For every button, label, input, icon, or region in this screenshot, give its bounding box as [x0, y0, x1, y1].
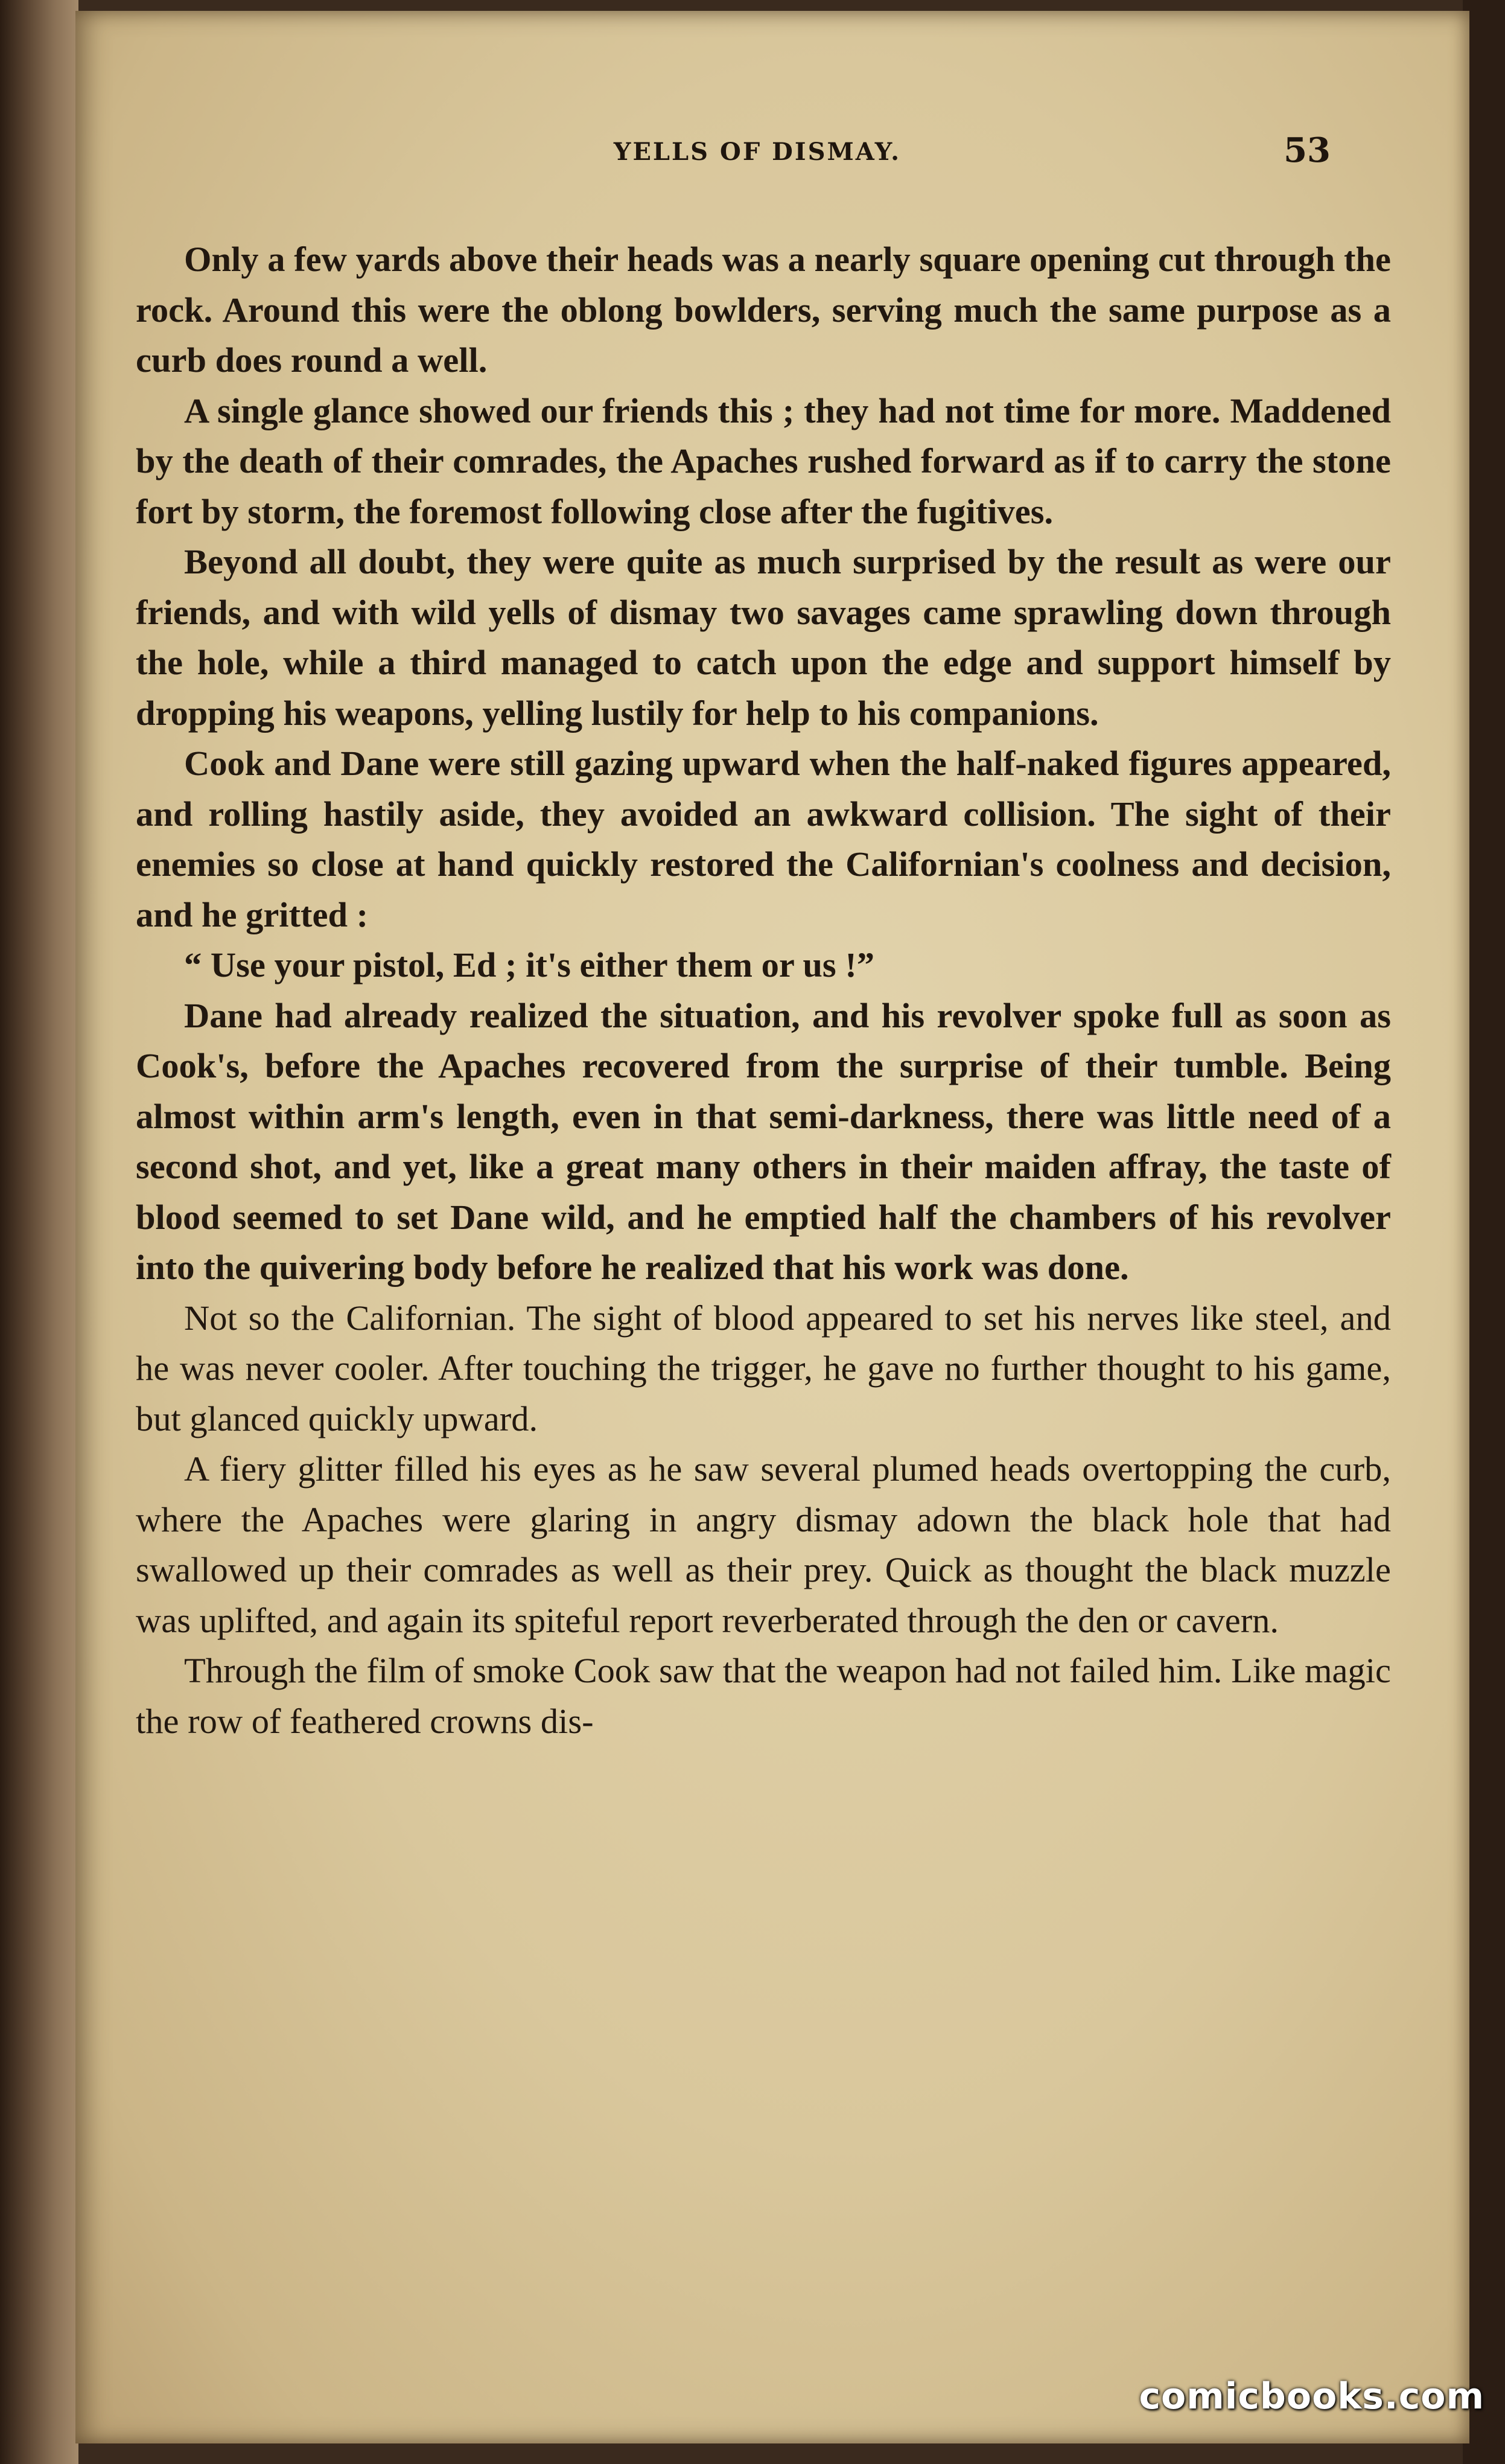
- body-text: [136, 234, 1391, 1746]
- paragraph: Only a few yards above their heads was a nearly square opening cut through the rock. Around this were the oblong bowlders, serving much the same purpose as a curb does round a well.: [136, 240, 1391, 380]
- paragraph: Through the film of smoke Cook saw that the weapon had not failed him. Like magic the row of feathered crowns dis-: [136, 1651, 1391, 1741]
- paragraph: Beyond all doubt, they were quite as much surprised by the result as were our friends, and with wild yells of dismay two savages came sprawling down through the hole, while a third managed to catch upon the edge and support himself by dropping his weapons, yelling lustily for help to his companions.: [136, 542, 1391, 733]
- paragraph: “ Use your pistol, Ed ; it's either them or us !”: [184, 945, 875, 985]
- paragraph: Cook and Dane were still gazing upward when the half-naked figures appeared, and rolling hastily aside, they avoided an awkward collision. The sight of their enemies so close at hand quickly restored the Californian's coolness and decision, and he gritted :: [136, 744, 1391, 934]
- running-head-title: YELLS OF DISMAY.: [613, 138, 902, 166]
- paragraph: A single glance showed our friends this ; they had not time for more. Maddened by the death of their comrades, the Apaches rushed forward as if to carry the stone fort by storm, the foremost following close after the fugitives.: [136, 391, 1391, 531]
- paragraph: Not so the Californian. The sight of blood appeared to set his nerves like steel, and he was never cooler. After touching the trigger, he gave no further thought to his game, but glanced quickly upward.: [136, 1298, 1391, 1438]
- book-page: [75, 11, 1469, 2443]
- running-head: [75, 130, 1469, 174]
- book-binding: [0, 0, 78, 2464]
- watermark: comicbooks.com: [1139, 2375, 1484, 2418]
- paragraph: A fiery glitter filled his eyes as he saw several plumed heads overtopping the curb, where the Apaches were glaring in angry dismay adown the black hole that had swallowed up their comrades as well as their prey. Quick as thought the black muzzle was uplifted, and again its spiteful report reverberated through the den or cavern.: [136, 1449, 1391, 1640]
- page-number: 53: [1284, 130, 1331, 170]
- paragraph: Dane had already realized the situation, and his revolver spoke full as soon as Cook's, before the Apaches recovered from the surprise of their tumble. Being almost within arm's length, even in that semi-darkness, there was little need of a second shot, and yet, like a great many others in their maiden affray, the taste of blood seemed to set Dane wild, and he emptied half the chambers of his revolver into the quivering body before he realized that his work was done.: [136, 995, 1391, 1287]
